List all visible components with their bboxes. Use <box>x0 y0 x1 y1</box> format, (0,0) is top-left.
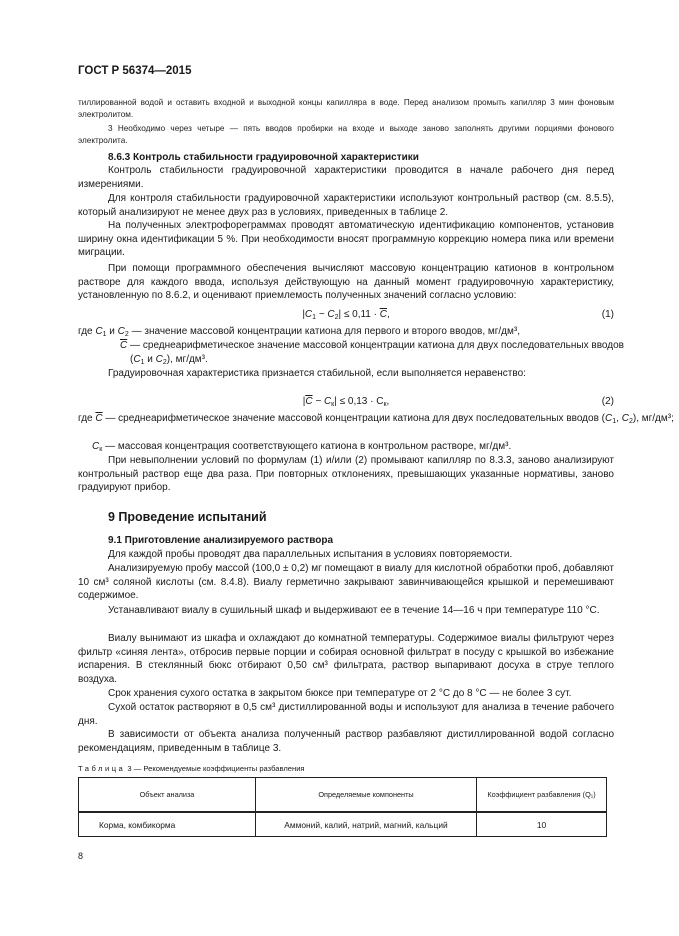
column-header: Определяемые компоненты <box>256 778 477 813</box>
section-heading-9: 9 Проведение испытаний <box>108 510 267 524</box>
definition-c-mean-2: где $\overline{C}$ — среднеарифметическое значение массовой концентрации катиона для двух последовательных вводов ($C_1$, $C_2$), мг/дм³; <box>78 413 674 425</box>
paragraph: Срок хранения сухого остатка в закрытом бюксе при температуре от 2 °С до 8 °С — не более 3 сут. <box>108 688 572 699</box>
paragraph: Анализируемую пробу массой (100,0 ± 0,2) мг помещают в виалу для кислотной обработки проб, добавляют 10 см³ соляной кислоты (см. 8.4.8). Виалу герметично закрывают завинчивающейся крышкой и перемешивают содержимое. <box>78 563 614 602</box>
column-header: Коэффициент разбавления (Q₁) <box>477 778 607 813</box>
paragraph: При невыполнении условий по формулам (1) и/или (2) промывают капилляр по 8.3.3, заново анализируют контрольный раствор еще два раза. При повторных отклонениях, превышающих указанные нормативы, заново градуируют прибор. <box>78 455 614 494</box>
paragraph: Виалу вынимают из шкафа и охлаждают до комнатной температуры. Содержимое виалы фильтруют через фильтр «синяя лента», отбросив первые порции и собирая основной фильтрат в посуду с крышкой во избежание испарения. В стеклянный бюкс отбирают 0,50 см³ фильтрата, раствор выпаривают досуха в струе теплого воздуха. <box>78 633 614 685</box>
document-header: ГОСТ Р 56374—2015 <box>78 65 192 77</box>
page-number: 8 <box>78 851 84 861</box>
table-row <box>79 812 607 837</box>
table-caption: Таблица 3 — Рекомендуемые коэффициенты разбавления <box>78 764 305 773</box>
section-heading-8-6-3: 8.6.3 Контроль стабильности градуировочной характеристики <box>108 152 419 163</box>
paragraph: При помощи программного обеспечения вычисляют массовую концентрацию катионов в контрольном растворе для каждого ввода, используя действующую на данный момент градуировочную характеристику, установленную по 8.6.2, и оценивают приемлемость полученных значений согласно условию: <box>78 263 614 302</box>
dilution-table <box>78 777 607 837</box>
continued-note: тиллированной водой и оставить входной и выходной концы капилляра в воде. Перед анализом промыть капилляр 3 мин фоновым электролитом. <box>78 98 614 120</box>
table-cell: Корма, комбикорма <box>79 812 256 837</box>
paragraph: В зависимости от объекта анализа полученный раствор разбавляют дистиллированной водой согласно рекомендациям, приведенным в таблице 3. <box>78 729 614 754</box>
definition-c1-c2: где $C_1$ и $C_2$ — значение массовой концентрации катиона для первого и второго вводов, мг/дм³, <box>78 326 520 338</box>
paragraph: На полученных электрофореграммах проводят автоматическую идентификацию компонентов, установив ширину окна идентификации 5 %. При необходимости вносят программную коррекцию номера пика или времени миграции. <box>78 220 614 259</box>
section-heading-9-1: 9.1 Приготовление анализируемого раствора <box>108 535 334 546</box>
paragraph: Градуировочная характеристика признается стабильной, если выполняется неравенство: <box>108 368 526 379</box>
formula-number: (2) <box>601 396 614 407</box>
definition-c-mean: $\overline{C}$ — среднеарифметическое значение массовой концентрации катиона для двух последовательных вводов ($C_1$ и $C_2$), мг/дм³. <box>120 340 624 366</box>
paragraph: Для каждой пробы проводят два параллельных испытания в условиях повторяемости. <box>108 549 513 560</box>
formula-number: (1) <box>601 309 614 320</box>
table-header-row <box>79 778 607 813</box>
paragraph: Сухой остаток растворяют в 0,5 см³ дистиллированной воды и используют для анализа в течение рабочего дня. <box>78 702 614 727</box>
paragraph: Устанавливают виалу в сушильный шкаф и выдерживают ее в течение 14—16 ч при температуре 110 °С. <box>108 605 600 616</box>
table-cell: Аммоний, калий, натрий, магний, кальций <box>256 812 477 837</box>
column-header: Объект анализа <box>79 778 256 813</box>
paragraph: Для контроля стабильности градуировочной характеристики используют контрольный раствор (см. 8.5.5), который анализируют не менее двух раз в условиях, приведенных в таблице 2. <box>78 193 614 218</box>
definition-ck: $C_к$ — массовая концентрация соответствующего катиона в контрольном растворе, мг/дм³. <box>92 441 512 453</box>
note-3: 3 Необходимо через четыре — пять вводов пробирки на входе и выходе заново заполнять другими порциями фонового электролита. <box>78 124 614 146</box>
table-cell: 10 <box>477 812 607 837</box>
paragraph: Контроль стабильности градуировочной характеристики проводится в начале рабочего дня перед измерениями. <box>78 165 614 190</box>
